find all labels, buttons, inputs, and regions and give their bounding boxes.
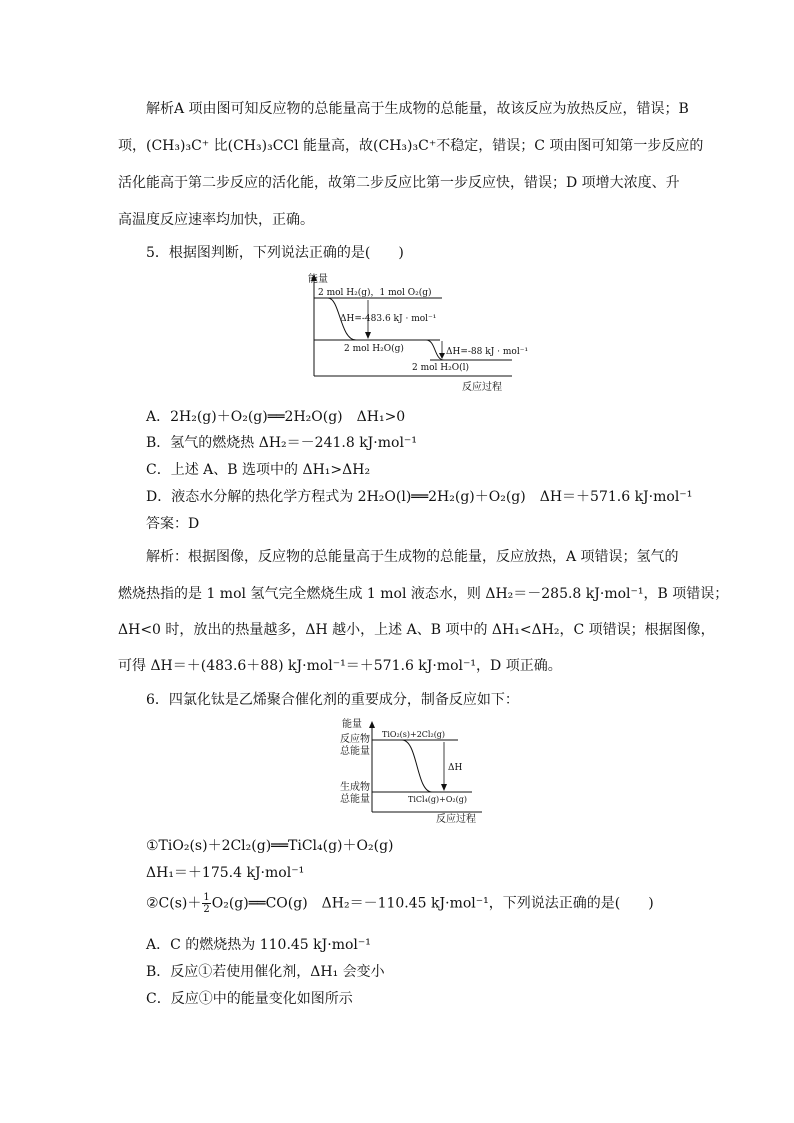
text-line: 解析：根据图像，反应物的总能量高于生成物的总能量，反应放热，A 项错误；氢气的 — [146, 549, 679, 565]
product-label: 总能量 — [340, 794, 370, 805]
product-label: 生成物 — [340, 782, 370, 793]
text-line: ΔH<0 时，放出的热量越多，ΔH 越小，上述 A、B 项中的 ΔH₁<ΔH₂，C 项错误；根据图像， — [118, 622, 715, 638]
q6-dh1: ΔH₁＝＋175.4 kJ·mol⁻¹ — [146, 865, 305, 881]
top-formula: TiO₂(s)+2Cl₂(g) — [382, 730, 446, 739]
text-line: 可得 ΔH＝＋(483.6＋88) kJ·mol⁻¹＝＋571.6 kJ·mol⁻¹，D 项正确。 — [118, 658, 562, 674]
x-axis-label: 反应过程 — [462, 382, 502, 393]
text-line: 活化能高于第二步反应的活化能，故第二步反应比第一步反应快，错误；D 项增大浓度、升 — [118, 175, 680, 191]
question-6-stem: 6．四氯化钛是乙烯聚合催化剂的重要成分，制备反应如下： — [146, 692, 519, 708]
low-formula: TiCl₄(g)+O₂(g) — [408, 795, 467, 804]
energy-diagram-q5 — [300, 270, 530, 396]
reactant-label: 反应物 — [340, 734, 370, 745]
q6-option-c: C．反应①中的能量变化如图所示 — [146, 991, 353, 1007]
q6-reaction-2 — [146, 892, 654, 915]
dh1-label: ΔH=-483.6 kJ · mol⁻¹ — [340, 314, 437, 324]
reaction-2-start: ②C(s)＋ — [146, 895, 202, 912]
fraction-half: $\frac{1}{2}$ — [203, 892, 210, 915]
y-axis-label: 能量 — [308, 274, 328, 285]
text-line: 高温度反应速率均加快，正确。 — [118, 212, 314, 228]
mid-level-label: 2 mol H₂O(g) — [344, 344, 404, 354]
x-axis-label: 反应过程 — [436, 814, 476, 825]
text-line: 燃烧热指的是 1 mol 氢气完全燃烧生成 1 mol 液态水，则 ΔH₂＝－285.8 kJ·mol⁻¹，B 项错误； — [118, 586, 729, 602]
question-5-stem: 5．根据图判断，下列说法正确的是( ) — [146, 245, 404, 261]
q5-option-a: A．2H₂(g)＋O₂(g)══2H₂O(g) ΔH₁>0 — [146, 409, 406, 425]
reactant-label: 总能量 — [340, 746, 370, 757]
top-level-label: 2 mol H₂(g)，1 mol O₂(g) — [318, 288, 432, 298]
text-line: 项，(CH₃)₃C⁺ 比(CH₃)₃CCl 能量高，故(CH₃)₃C⁺不稳定，错误；C 项由图可知第一步反应的 — [118, 138, 704, 154]
q5-option-b: B．氢气的燃烧热 ΔH₂＝－241.8 kJ·mol⁻¹ — [146, 435, 417, 451]
q6-option-a: A．C 的燃烧热为 110.45 kJ·mol⁻¹ — [146, 937, 371, 953]
dh2-label: ΔH=-88 kJ · mol⁻¹ — [446, 347, 529, 357]
low-level-label: 2 mol H₂O(l) — [412, 363, 470, 373]
y-axis-label: 能量 — [342, 719, 362, 730]
q5-answer: 答案：D — [146, 516, 200, 532]
q6-reaction-1: ①TiO₂(s)＋2Cl₂(g)══TiCl₄(g)＋O₂(g) — [146, 838, 394, 854]
dh-label: ΔH — [448, 763, 463, 773]
reaction-2-end: O₂(g)══CO(g) ΔH₂＝－110.45 kJ·mol⁻¹，下列说法正确的是( ) — [211, 895, 654, 912]
text-line: 解析A 项由图可知反应物的总能量高于生成物的总能量，故该反应为放热反应，错误；B — [146, 101, 689, 117]
q5-option-d: D．液态水分解的热化学方程式为 2H₂O(l)══2H₂(g)＋O₂(g) ΔH＝＋571.6 kJ·mol⁻¹ — [146, 489, 693, 505]
q5-option-c: C．上述 A、B 选项中的 ΔH₁>ΔH₂ — [146, 462, 371, 478]
energy-diagram-q6 — [332, 716, 492, 826]
q6-option-b: B．反应①若使用催化剂，ΔH₁ 会变小 — [146, 964, 385, 980]
